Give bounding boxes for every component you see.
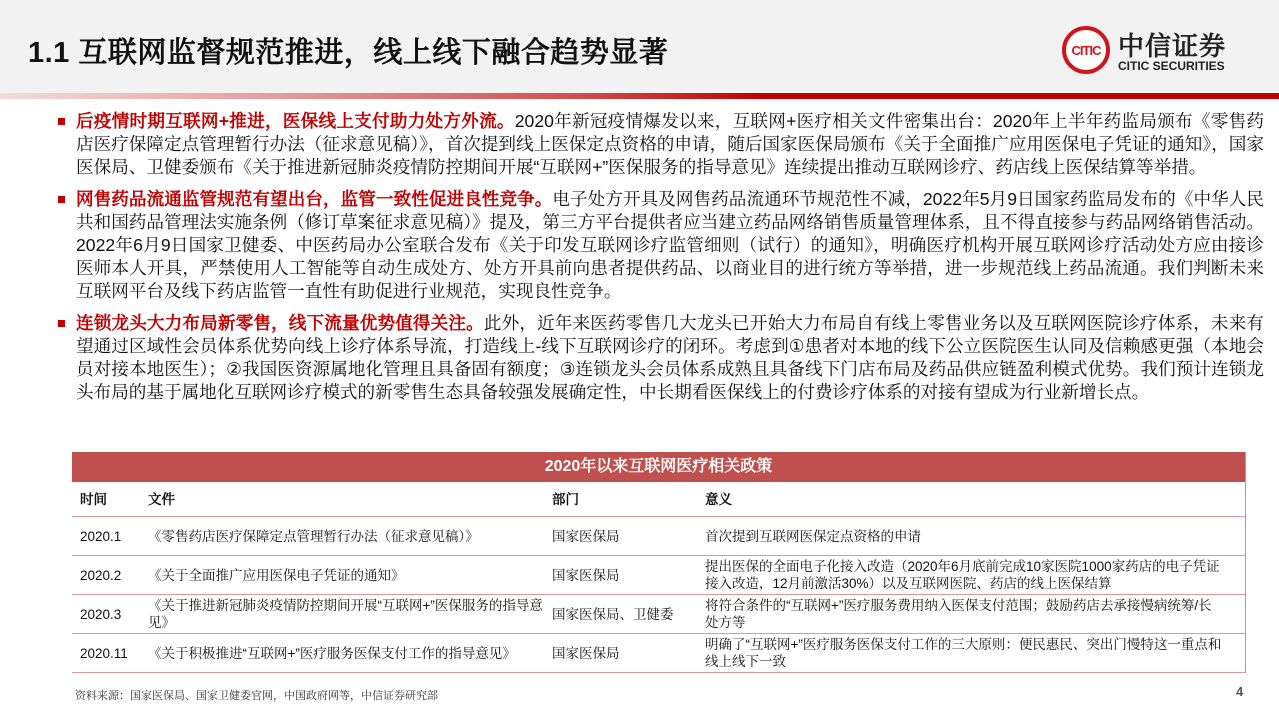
table-row [72,517,1245,556]
bullet-icon [58,118,65,125]
logo-mark: CITIC [1071,42,1101,58]
header-file: 文件 [148,491,175,507]
cell-meaning: 首次提到互联网医保定点资格的申请 [705,528,921,544]
header-meaning: 意义 [705,491,732,507]
cell-meaning: 明确了“互联网+”医疗服务医保支付工作的三大原则：便民惠民、突出门慢特这一重点和线上线下一致 [705,637,1222,669]
page-title: 1.1 互联网监督规范推进，线上线下融合趋势显著 [28,37,669,69]
paragraph-lead: 后疫情时期互联网+推进，医保线上支付助力处方外流。 [76,111,515,131]
paragraph-text: 此外，近年来医药零售几大龙头已开始大力布局自有线上零售业务以及互联网医院诊疗体系，未来有望通过区域性会员体系优势向线上诊疗体系导流，打造线上-线下互联网诊疗的闭环。考虑到①患者对本地的线下公立医院医生认同及信赖感更强（本地会员对接本地医生）；②我国医资源属地化管理且具备固有额度；③连锁龙头会员体系成熟且具备线下门店布局及药品供应链盈利模式优势。我们预计连锁龙头布局的基于属地化互联网诊疗模式的新零售生态具备较强发展确定性，中长期看医保线上的付费诊疗体系的对接有望成为行业新增长点。 [76,313,1264,402]
paragraph-lead: 网售药品流通监管规范有望出台，监管一致性促进良性竞争。 [76,189,553,209]
cell-file: 《关于积极推进“互联网+”医疗服务医保支付工作的指导意见》 [148,645,516,661]
cell-time: 2020.11 [80,645,128,661]
source-note: 资料来源：国家医保局、国家卫健委官网，中国政府网等，中信证券研究部 [75,690,438,702]
bullet-paragraph [58,188,1264,303]
citic-logo-icon [1062,26,1110,74]
bullet-paragraph [58,110,1264,179]
bullet-icon [58,320,65,327]
slide-header [0,0,1279,93]
bullet-paragraph [58,312,1264,404]
cell-file: 《关于全面推广应用医保电子凭证的通知》 [148,567,405,583]
logo-en: CITIC SECURITIES [1118,59,1225,73]
policy-table [72,452,1246,673]
cell-dept: 国家医保局 [552,645,620,661]
table-title: 2020年以来互联网医疗相关政策 [72,452,1245,482]
cell-time: 2020.2 [80,567,122,583]
header-time: 时间 [80,491,107,507]
table-row [72,556,1245,595]
paragraph-lead: 连锁龙头大力布局新零售，线下流量优势值得关注。 [76,313,484,333]
table-row [72,634,1245,673]
cell-time: 2020.1 [80,528,122,544]
cell-meaning: 提出医保的全面电子化接入改造（2020年6月底前完成10家医院1000家药店的电子凭证接入改造，12月前激活30%）以及互联网医院、药店的线上医保结算 [705,559,1220,591]
logo-cn: 中信证券 [1118,31,1227,61]
cell-dept: 国家医保局、卫健委 [552,606,674,622]
cell-dept: 国家医保局 [552,528,620,544]
cell-file: 《零售药店医疗保障定点管理暂行办法（征求意见稿）》 [148,528,479,544]
cell-time: 2020.3 [80,606,122,622]
cell-file: 《关于推进新冠肺炎疫情防控期间开展“互联网+”医保服务的指导意见》 [148,598,543,630]
table-row [72,595,1245,634]
bullet-icon [58,196,65,203]
page-number: 4 [1236,684,1244,699]
cell-meaning: 将符合条件的“互联网+”医疗服务费用纳入医保支付范围；鼓励药店去承接慢病统筹/长处方等 [705,598,1212,630]
body-content [58,110,1264,413]
citic-logo [1062,26,1262,76]
header-dept: 部门 [552,491,579,507]
cell-dept: 国家医保局 [552,567,620,583]
table-header-row [72,482,1245,517]
header-gradient-bar [0,93,1279,99]
paragraph-text: 电子处方开具及网售药品流通环节规范性不减，2022年5月9日国家药监局发布的《中华人民共和国药品管理法实施条例（修订草案征求意见稿）》提及，第三方平台提供者应当建立药品网络销售质量管理体系，且不得直接参与药品网络销售活动。2022年6月9日国家卫健委、中医药局办公室联合发布《关于印发互联网诊疗监管细则（试行）的通知》，明确医疗机构开展互联网诊疗活动处方应由接诊医师本人开具，严禁使用人工智能等自动生成处方、处方开具前向患者提供药品、以商业目的进行统方等举措，进一步规范线上药品流通。我们判断未来互联网平台及线下药店监管一直性有助促进行业规范，实现良性竞争。 [76,189,1264,301]
paragraph-text: 2020年新冠疫情爆发以来，互联网+医疗相关文件密集出台：2020年上半年药监局颁布《零售药店医疗保障定点管理暂行办法（征求意见稿）》，首次提到线上医保定点资格的申请，随后国家医保局颁布《关于全面推广应用医保电子凭证的通知》，国家医保局、卫健委颁布《关于推进新冠肺炎疫情防控期间开展“互联网+”医保服务的指导意见》连续提出推动互联网诊疗、药店线上医保结算等举措。 [76,111,1265,177]
